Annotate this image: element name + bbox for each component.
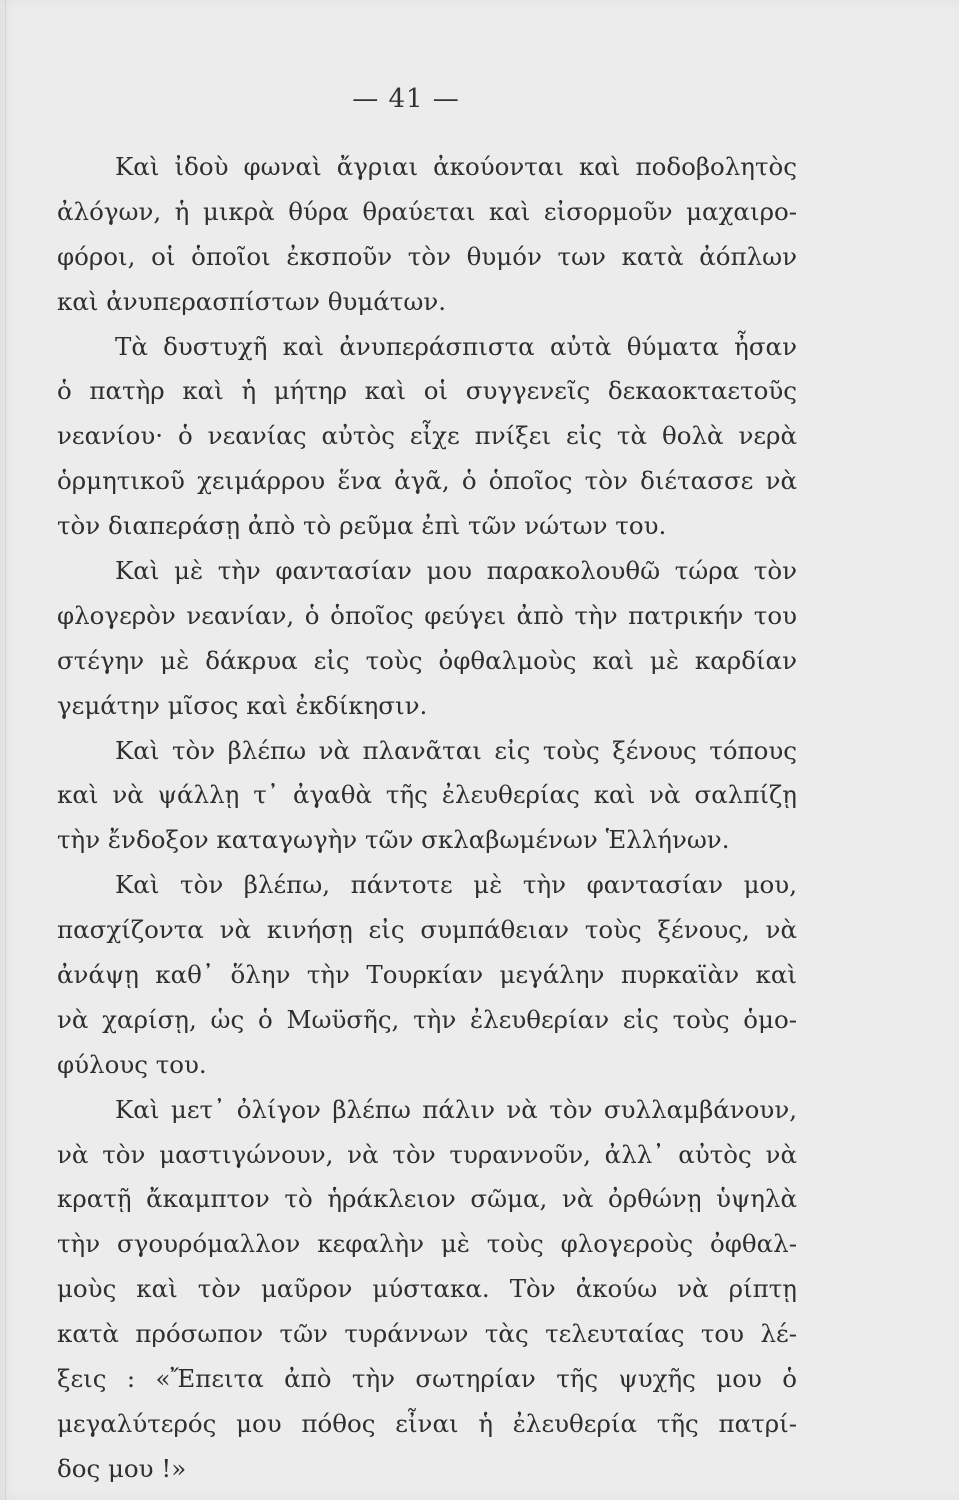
text-line: πασχίζοντα νὰ κινήσῃ εἰς συμπάθειαν τοὺς ξένους, νὰ — [57, 915, 797, 945]
text-line: Καὶ ἰδοὺ φωναὶ ἄγριαι ἀκούονται καὶ ποδοβολητὸς — [115, 152, 797, 181]
text-line: δος μου !» — [57, 1453, 187, 1483]
text-line: νὰ τὸν μαστιγώνουν, νὰ τὸν τυραννοῦν, ἀλλ᾽ αὐτὸς νὰ — [57, 1139, 797, 1169]
text-line: ὁρμητικοῦ χειμάρρου ἕνα ἀγᾶ, ὁ ὁποῖος τὸν διέτασσε νὰ — [57, 466, 797, 496]
text-line: Καὶ μετ᾽ ὀλίγον βλέπω πάλιν νὰ τὸν συλλαμβάνουν, — [115, 1094, 797, 1124]
text-line: ἀνάψῃ καθ᾽ ὅλην τὴν Τουρκίαν μεγάλην πυρκαϊὰν καὶ — [57, 960, 797, 990]
text-line: Καὶ τὸν βλέπω νὰ πλανᾶται εἰς τοὺς ξένους τόπους — [115, 735, 797, 765]
text-line: Τὰ δυστυχῆ καὶ ἀνυπεράσπιστα αὐτὰ θύματα ἦσαν — [115, 331, 797, 361]
page-number: — 41 — — [352, 84, 460, 114]
text-line: φλογερὸν νεανίαν, ὁ ὁποῖος φεύγει ἀπὸ τὴν πατρικήν του — [57, 600, 797, 630]
text-line: τὴν ἔνδοξον καταγωγὴν τῶν σκλαβωμένων Ἑλλήνων. — [57, 825, 730, 855]
text-line: ὁ πατὴρ καὶ ἡ μήτηρ καὶ οἱ συγγενεῖς δεκαοκταετοῦς — [57, 376, 797, 406]
text-line: μεγαλύτερός μου πόθος εἶναι ἡ ἐλευθερία τῆς πατρί- — [57, 1408, 797, 1438]
text-line: νεανίου· ὁ νεανίας αὐτὸς εἶχε πνίξει εἰς τὰ θολὰ νερὰ — [57, 421, 797, 451]
text-line: Καὶ μὲ τὴν φαντασίαν μου παρακολουθῶ τώρα τὸν — [115, 556, 797, 586]
text-line: ξεις : «Ἔπειτα ἀπὸ τὴν σωτηρίαν τῆς ψυχῆς μου ὁ — [57, 1364, 797, 1394]
text-line: νὰ χαρίσῃ, ὡς ὁ Μωϋσῆς, τὴν ἐλευθερίαν εἰς τοὺς ὁμο- — [57, 1004, 797, 1034]
body-text — [57, 145, 797, 1492]
text-line: Καὶ τὸν βλέπω, πάντοτε μὲ τὴν φαντασίαν μου, — [115, 870, 797, 900]
text-line: καὶ νὰ ψάλλῃ τ᾽ ἀγαθὰ τῆς ἐλευθερίας καὶ νὰ σαλπίζῃ — [57, 780, 797, 810]
text-line: φόροι, οἱ ὁποῖοι ἐκσποῦν τὸν θυμόν των κατὰ ἀόπλων — [57, 241, 797, 271]
text-line: γεμάτην μῖσος καὶ ἐκδίκησιν. — [57, 690, 428, 720]
text-line: ἀλόγων, ἡ μικρὰ θύρα θραύεται καὶ εἰσορμοῦν μαχαιρο- — [57, 196, 797, 226]
text-line: κατὰ πρόσωπον τῶν τυράννων τὰς τελευταίας του λέ- — [57, 1319, 797, 1349]
text-line: φύλους του. — [57, 1049, 207, 1079]
text-line: μοὺς καὶ τὸν μαῦρον μύστακα. Τὸν ἀκούω νὰ ρίπτῃ — [57, 1274, 797, 1304]
text-line: τὴν σγουρόμαλλον κεφαλὴν μὲ τοὺς φλογεροὺς ὀφθαλ- — [57, 1229, 797, 1259]
text-line: κρατῇ ἄκαμπτον τὸ ἡράκλειον σῶμα, νὰ ὀρθώνῃ ὑψηλὰ — [57, 1184, 797, 1214]
page-edge — [5, 0, 6, 1500]
text-line: τὸν διαπεράσῃ ἀπὸ τὸ ρεῦμα ἐπὶ τῶν νώτων του. — [57, 511, 667, 541]
text-line: καὶ ἀνυπερασπίστων θυμάτων. — [57, 286, 447, 316]
text-line: στέγην μὲ δάκρυα εἰς τοὺς ὀφθαλμοὺς καὶ μὲ καρδίαν — [57, 645, 797, 675]
